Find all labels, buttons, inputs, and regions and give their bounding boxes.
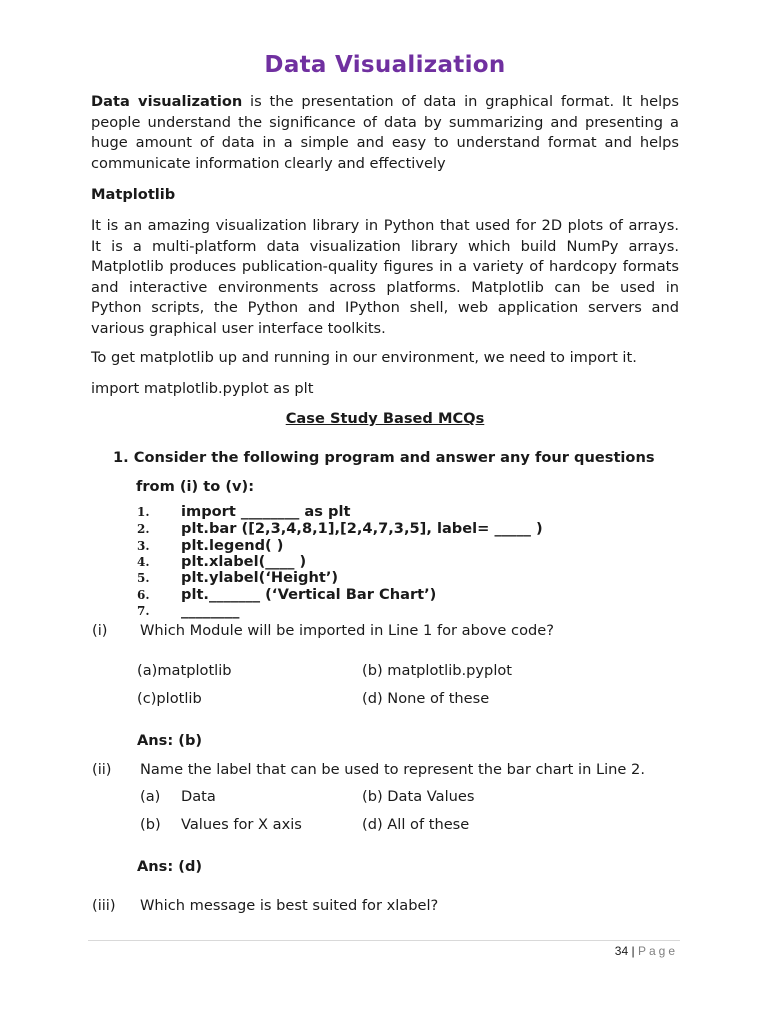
code-line <box>137 520 543 536</box>
code-line-text: plt.legend( ) <box>181 537 284 554</box>
question-ii-option-letter: (a) <box>140 788 161 805</box>
import-statement: import matplotlib.pyplot as plt <box>91 380 314 397</box>
code-line <box>137 537 283 553</box>
code-line-text: plt.bar ([2,3,4,8,1],[2,4,7,3,5], label= _____ ) <box>181 520 543 537</box>
footer-separator: | <box>631 944 635 958</box>
page-title: Data Visualization <box>264 52 506 78</box>
code-line-number: 3. <box>137 539 150 553</box>
code-line-text: import ________ as plt <box>181 503 351 520</box>
code-line-number: 6. <box>137 588 150 602</box>
code-line <box>137 569 338 585</box>
intro-text: is the presentation of data in graphical format. It helps people understand the significance of data by summarizing and presenting a huge amount of data in a simple and easy to understand format and helps communicate information clearly and effectively <box>91 93 679 172</box>
page-number: 34 <box>614 944 629 958</box>
question-1-line-2: from (i) to (v): <box>136 478 255 495</box>
question-i-number: (i) <box>92 622 108 639</box>
code-line-number: 7. <box>137 604 150 618</box>
question-i-answer: Ans: (b) <box>137 732 203 749</box>
code-line-text: plt._______ (‘Vertical Bar Chart’) <box>181 586 437 603</box>
code-line-text: plt.ylabel(‘Height’) <box>181 569 339 586</box>
question-ii-text: Name the label that can be used to represent the bar chart in Line 2. <box>140 761 645 778</box>
code-line-number: 2. <box>137 522 150 536</box>
code-line <box>137 553 306 569</box>
question-i-option-a: (a)matplotlib <box>137 662 232 679</box>
question-iii-text: Which message is best suited for xlabel? <box>140 897 439 914</box>
import-note: To get matplotlib up and running in our environment, we need to import it. <box>91 349 637 366</box>
code-line-number: 1. <box>137 505 150 519</box>
code-line-text: ________ <box>181 602 240 619</box>
code-line-number: 4. <box>137 555 150 569</box>
code-line <box>137 602 239 618</box>
question-ii-answer: Ans: (d) <box>137 858 203 875</box>
page-footer <box>615 944 678 958</box>
case-study-title: Case Study Based MCQs <box>285 410 485 427</box>
matplotlib-description: It is an amazing visualization library in Python that used for 2D plots of arrays. It is a multi-platform data visualization library which build NumPy arrays. Matplotlib produces publication-quality figures in a variety of hardcopy formats and interactive environments across platforms. Matplotlib can be used in Python scripts, the Python and IPython shell, web application servers and various graphical user interface toolkits. <box>91 217 679 337</box>
question-ii-option-label: (b) Data Values <box>362 788 475 805</box>
code-line <box>137 503 350 519</box>
question-i-option-d: (d) None of these <box>362 690 490 707</box>
question-iii-number: (iii) <box>92 897 116 914</box>
question-1-line-1: 1. Consider the following program and answer any four questions <box>113 449 655 466</box>
question-i-option-c: (c)plotlib <box>137 690 202 707</box>
question-ii-option-label: (d) All of these <box>362 816 470 833</box>
matplotlib-heading: Matplotlib <box>91 186 176 203</box>
page-word: Page <box>637 944 678 958</box>
intro-term: Data visualization <box>91 93 243 110</box>
code-line <box>137 586 436 602</box>
question-i-option-b: (b) matplotlib.pyplot <box>362 662 513 679</box>
question-ii-option-label: Values for X axis <box>181 816 302 833</box>
question-ii-option-letter: (b) <box>140 816 161 833</box>
question-ii-option-label: Data <box>181 788 216 805</box>
question-i-text: Which Module will be imported in Line 1 for above code? <box>140 622 554 639</box>
question-ii-number: (ii) <box>92 761 112 778</box>
code-line-text: plt.xlabel(____ ) <box>181 553 307 570</box>
code-line-number: 5. <box>137 571 150 585</box>
intro-paragraph <box>91 92 679 174</box>
footer-divider <box>88 940 680 941</box>
